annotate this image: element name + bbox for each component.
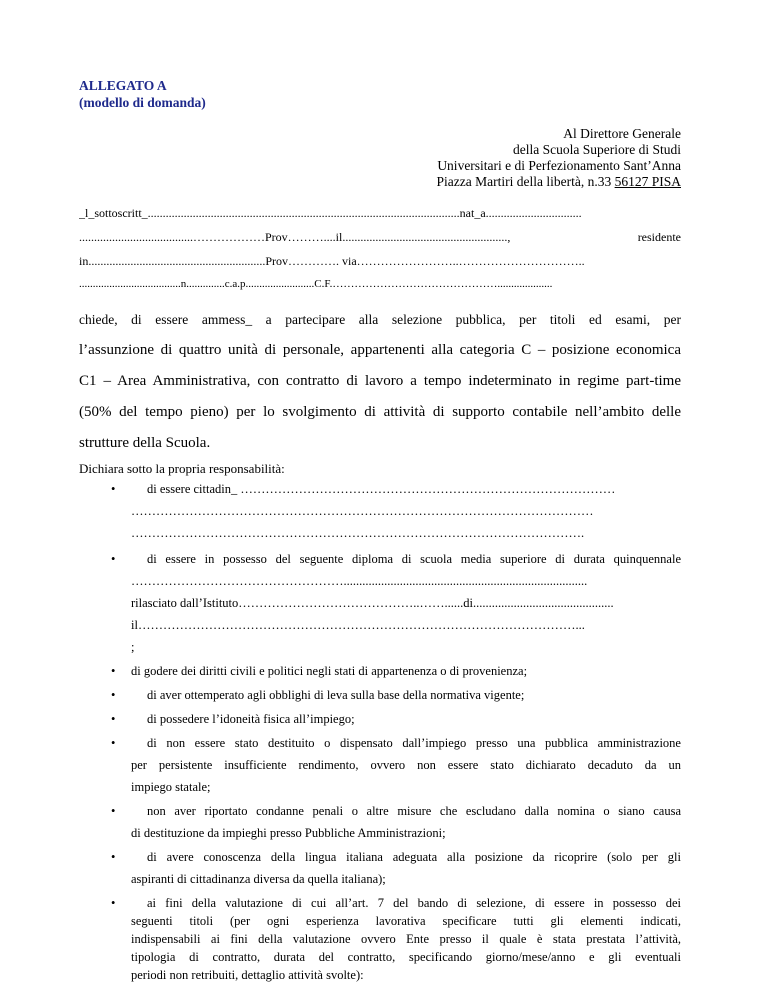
- bullet-civil-rights: •: [111, 664, 116, 678]
- fitness-line: di possedere l’idoneità fisica all’impiego;: [147, 712, 355, 726]
- request-line-1: chiede, di essere ammess_ a partecipare alla selezione pubblica, per titoli ed esami, per: [79, 312, 681, 327]
- military-line: di aver ottemperato agli obblighi di leva sulla base della normativa vigente;: [147, 688, 525, 702]
- annex-title: ALLEGATO A: [79, 78, 167, 93]
- diploma-line-1: di essere in possesso del seguente diploma di scuola media superiore di durata quinquennale: [147, 552, 681, 566]
- form-line-residente-label: residente: [637, 230, 681, 244]
- bullet-titles: •: [111, 896, 116, 910]
- bullet-fitness: •: [111, 712, 116, 726]
- citizenship-line-2: …………………………………………………………………………………………………: [131, 504, 594, 518]
- convictions-line-1: non aver riportato condanne penali o altre misure che escludano dalla nomina o siano causa: [147, 804, 681, 818]
- request-line-2: l’assunzione di quattro unità di personale, appartenenti alla categoria C – posizione economica: [79, 342, 681, 358]
- bullet-military: •: [111, 688, 116, 702]
- recipient-line-1: Al Direttore Generale: [563, 126, 681, 141]
- titles-line-3: indispensabili ai fini della valutazione ovvero Ente presso il quale è stata prestata l’attività,: [131, 932, 681, 946]
- titles-line-2: seguenti titoli (per ogni esperienza lavorativa specificare tutti gli elementi indicati,: [131, 914, 681, 928]
- bullet-convictions: •: [111, 804, 116, 818]
- annex-subtitle: (modello di domanda): [79, 95, 206, 110]
- dismissal-line-3: impiego statale;: [131, 780, 211, 794]
- recipient-line-2: della Scuola Superiore di Studi: [513, 142, 681, 157]
- titles-line-5: periodi non retribuiti, dettaglio attività svolte):: [131, 968, 364, 982]
- bullet-dismissal: •: [111, 736, 116, 750]
- bullet-diploma: •: [111, 552, 116, 566]
- form-line-name-birth: _l_sottoscritt_........................................................................................................nat_a................................: [79, 206, 582, 220]
- bullet-language: •: [111, 850, 116, 864]
- diploma-line-5: ;: [131, 640, 135, 654]
- titles-line-4: tipologia di contratto, durata del contratto, specificando giorno/mese/anno e gli eventuali: [131, 950, 681, 964]
- diploma-line-3: rilasciato dall’Istituto……………………………………..……......di.............................................: [131, 596, 614, 610]
- convictions-line-2: di destituzione da impieghi presso Pubbliche Amministrazioni;: [131, 826, 446, 840]
- titles-line-1: ai fini della valutazione di cui all’art. 7 del bando di selezione, di essere in possesso dei: [147, 896, 681, 910]
- citizenship-line-1: di essere cittadin_ ………………………………………………………………………………: [147, 482, 616, 496]
- declaration-intro: Dichiara sotto la propria responsabilità:: [79, 461, 285, 476]
- diploma-line-2: ……………………………………………..............................................................................: [131, 574, 588, 588]
- recipient-postal-city: 56127 PISA: [614, 174, 681, 189]
- request-line-4: (50% del tempo pieno) per lo svolgimento di attività di supporto contabile nell’ambito delle: [79, 404, 681, 420]
- bullet-citizenship: •: [111, 482, 116, 496]
- civil-rights-line: di godere dei diritti civili e politici negli stati di appartenenza o di provenienza;: [131, 664, 528, 678]
- request-line-3: C1 – Area Amministrativa, con contratto di lavoro a tempo indeterminato in regime part-time: [79, 373, 681, 389]
- form-line-province-date-dots: ......................................………………Prov………....il.......................................................,: [79, 230, 511, 244]
- language-line-2: aspiranti di cittadinanza diversa da quella italiana);: [131, 872, 386, 886]
- language-line-1: di avere conoscenza della lingua italiana adeguata alla posizione da ricoprire (solo per gli: [147, 850, 681, 864]
- recipient-line-3: Universitari e di Perfezionamento Sant’Anna: [437, 158, 681, 173]
- diploma-line-4: il……………………………………………………………………………………………...: [131, 618, 585, 632]
- dismissal-line-2: per persistente insufficiente rendimento, ovvero non essere stato dichiarato decaduto da un: [131, 758, 681, 772]
- form-line-residence: in...........................................................Prov…………. via……………………..…………………………..: [79, 254, 585, 268]
- citizenship-line-3: ……………………………………………………………………………………………….: [131, 526, 585, 540]
- recipient-street: Piazza Martiri della libertà, n.33: [436, 174, 615, 189]
- dismissal-line-1: di non essere stato destituito o dispensato dall’impiego presso una pubblica amministrazione: [147, 736, 681, 750]
- form-line-address-cf: .....................................n..............c.a.p.........................C.F.………………………………………....................: [79, 278, 553, 290]
- recipient-line-4: [437, 174, 681, 190]
- request-line-5: strutture della Scuola.: [79, 435, 211, 451]
- form-line-province-date: [79, 230, 681, 245]
